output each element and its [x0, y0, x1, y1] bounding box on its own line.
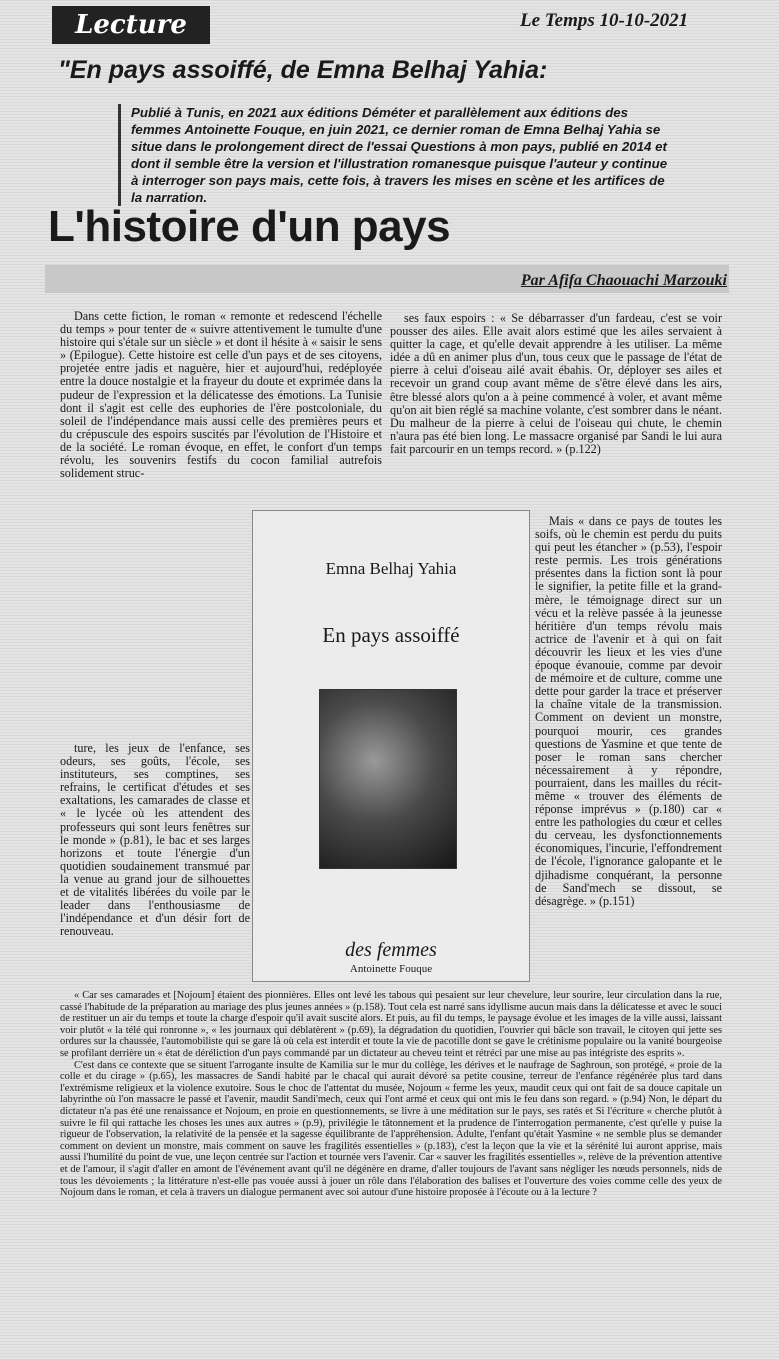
- source-date: Le Temps 10-10-2021: [520, 10, 689, 31]
- book-publisher: des femmes: [345, 939, 437, 961]
- paragraph: ture, les jeux de l'enfance, ses odeurs, ses goûts, l'école, ses instituteurs, ses comptines, ses refrains, le certificat d'études et ses exaltations, les camarades de classe et « le lycée où les attendent des professeurs qui sont leurs fenêtres sur le monde » (p.81), le bac et ses larges horizons et toute l'énergie d'un quotidien soudainement transmué par la venue au grand jour de silhouettes et de vitalités libérées du voile par le leader dans l'enthousiasme de l'indépendance et d'un désir fort de renouveau.: [60, 741, 250, 939]
- paragraph: Mais « dans ce pays de toutes les soifs, où le chemin est perdu du puits qui peut les étancher » (p.53), l'espoir reste permis. Les trois générations présentes dans la fiction sont là pour le signifier, la petite fille et la grand-mère, le témoignage direct sur un vécu et la relève passée à la jeunesse héritière d'un temps révolu mais actrice de l'avenir et à qui on fait découvrir les lieux et les vies d'une époque évanouie, comme par devoir de mémoire et de culture, comme une dette pour garder la trace et préserver la chaîne vitale de la transmission. Comment on devient un monstre, pourquoi mourir, ces grandes questions de Yasmine et que tente de poser le roman sans chercher nécessairement à y répondre, pourraient, dans les mailles du récit-même « trouver des éléments de réponse imprévus » (p.180) car « entre les pathologies du cœur et celles du cerveau, les dysfonctionnements économiques, l'incurie, l'effondrement de l'école, l'ignorance galopante et le djihadisme conquérant, la personne de Sand'mech se dissout, se désagrège. » (p.151): [535, 514, 722, 908]
- book-publisher-sub: Antoinette Fouque: [349, 963, 433, 975]
- paragraph: C'est dans ce contexte que se situent l'arrogante insulte de Kamilia sur le mur du collège, les dérives et le naufrage de Saghroun, son protégé, « proie de la colle et du cirage » (p.65), les massacres de Sandi habité par le chacal qui aurait dévoré sa petite cousine, terreur de l'enfance régénérée plus tard dans l'extrémisme religieux et la violence exutoire. Sous le choc de l'attentat du musée, Nojoum « ferme les yeux, maudit ceux qui ont fait de sa douce capitale un labyrinthe où l'on massacre le passé et l'avenir, maudit Sandi'mech, ceux qui l'ont armé et ceux qui ont mis le feu dans son regard. » (p.94) Non, le départ du dictateur n'a pas été une renaissance et Nojoum, en proie en questionnements, se livre à une méditation sur le pays, ses ratés et Si l'écriture « cherche plutôt à suivre le fil qui rattache les choses les unes aux autres » (p.9), privilégie le tâtonnement et la prudence de l'interrogation permanente, c'est qu'elle y puise la rigueur de l'observation, la relativité de la pensée et la sagesse équilibrante de l'appréhension. Adulte, l'enfant qu'était Yasmine « ne semble plus se demander comment on devient un monstre, mais comment on sauve les fragilités essentielles » (p.183), c'est la leçon que la vie et la sérénité lui auront apprise, mais aussi l'humilité du point de vue, une leçon centrée sur l'action et tournée vers l'avenir. Car « sauver les fragilités essentielles », relève de la prévention attentive et de l'amour, il s'agit d'aller en amont de l'événement avant qu'il ne dégénère en drame, d'aller toujours de l'avant sans négliger les nœuds personnels, nids de tous les dévoiements ; la littérature n'est-elle pas vouée aussi à jouer un rôle dans l'élaboration des balises et l'ouverture des voies comme celle des yeux de Nojoum dans le roman, et cela à travers un dialogue permanent avec soi autour d'une histoire proposée à l'écoute ou à la lecture ?: [60, 1059, 722, 1199]
- body-column-a2: [60, 742, 250, 938]
- body-column-bottom: [60, 990, 722, 1199]
- body-column-a: [60, 310, 382, 480]
- body-column-b: [390, 312, 722, 456]
- book-cover: [252, 510, 530, 982]
- book-title: En pays assoiffé: [322, 623, 460, 647]
- rubric-label: Lecture: [52, 6, 210, 44]
- paragraph: « Car ses camarades et [Nojoum] étaient des pionnières. Elles ont levé les tabous qui pesaient sur leur chevelure, leur sourire, leur circulation dans la rue, cassé l'habitude de la préparation au mariage des plus jeunes années » (p.158). Tout cela est narré sans idyllisme aucun mais dans la délicatesse et avec le souci de restituer un air du temps et toute la charge d'espoir qu'il avait suscité alors. Et puis, au fil du temps, le paysage évolue et les images de la ville aussi, laissant voir plutôt « la télé qui ronronne », « les journaux qui déblatèrent » (p.69), la dégradation du quotidien, l'ouvrier qui bâcle son travail, le citoyen qui jette ses ordures sur la chaussée, l'automobiliste qui se gare là où cela est interdit et toute la vie de pacotille dont se gave le crétinisme populaire ou la vanité bourgeoise se profilant derrière un « état de déréliction d'un pays commandé par un dictateur au cheveu teint et rétréci par une mise au pas intégriste des esprits ».: [60, 990, 722, 1059]
- paragraph: ses faux espoirs : « Se débarrasser d'un fardeau, c'est se voir pousser des ailes. Elle avait alors estimé que les ailes servaient à quitter la cage, et qu'elle devait apprendre à les utiliser. La même idée a dû en animer plus d'un, tous ceux que le passage de l'état de pierre à celui d'oiseau ailé avait ébahis. Or, déployer ses ailes et recevoir un grand coup avant même de s'être élevé dans les airs, être blessé alors qu'on a à peine commencé à voler, et avant même qu'on ait bien réglé sa machine volante, c'est sombrer dans le néant. Du malheur de la pierre à celui de l'oiseau qui chute, le chemin n'aura pas été bien long. Le massacre organisé par Sandi le lui aura fait parcourir en un temps record. » (p.122): [390, 311, 722, 456]
- body-column-b2: [535, 515, 722, 908]
- article-title: L'histoire d'un pays: [48, 202, 451, 251]
- byline: Par Afifa Chaouachi Marzouki: [520, 272, 727, 289]
- paragraph: Dans cette fiction, le roman « remonte et redescend l'échelle du temps » pour tenter de « suivre attentivement le tumulte d'une histoire qui s'étale sur un siècle » et dont il hésite à « saisir le sens » (Epilogue). Cette histoire est celle d'un pays et de ses citoyens, projetée entre jadis et naguère, hier et aujourd'hui, redéployée entre la douce nostalgie et la frayeur du doute et exprimée dans la pudeur de l'expression et la délicatesse des émotions. La Tunisie dont il s'agit est celle des euphories de l'ère postcoloniale, du soleil de l'indépendance mais aussi celle des premières peurs et du crépuscule des espoirs suscités par l'évolution de l'Histoire et de la société. Le roman évoque, en effet, le confort d'un temps révolu, les souvenirs festifs du cocon familial autrefois solidement struc-: [60, 309, 382, 481]
- intro-paragraph: Publié à Tunis, en 2021 aux éditions Déméter et parallèlement aux éditions des femmes Antoinette Fouque, en juin 2021, ce dernier roman de Emna Belhaj Yahia se situe dans le prolongement direct de l'essai Questions à mon pays, publié en 2014 et dont il semble être la version et l'illustration romanesque puisque l'auteur y continue à interroger son pays mais, cette fois, à travers les mises en scène et les artifices de la narration.: [118, 104, 671, 206]
- cover-illustration: [319, 689, 457, 869]
- book-author: Emna Belhaj Yahia: [325, 559, 457, 578]
- headline: "En pays assoiffé, de Emna Belhaj Yahia:: [58, 56, 548, 84]
